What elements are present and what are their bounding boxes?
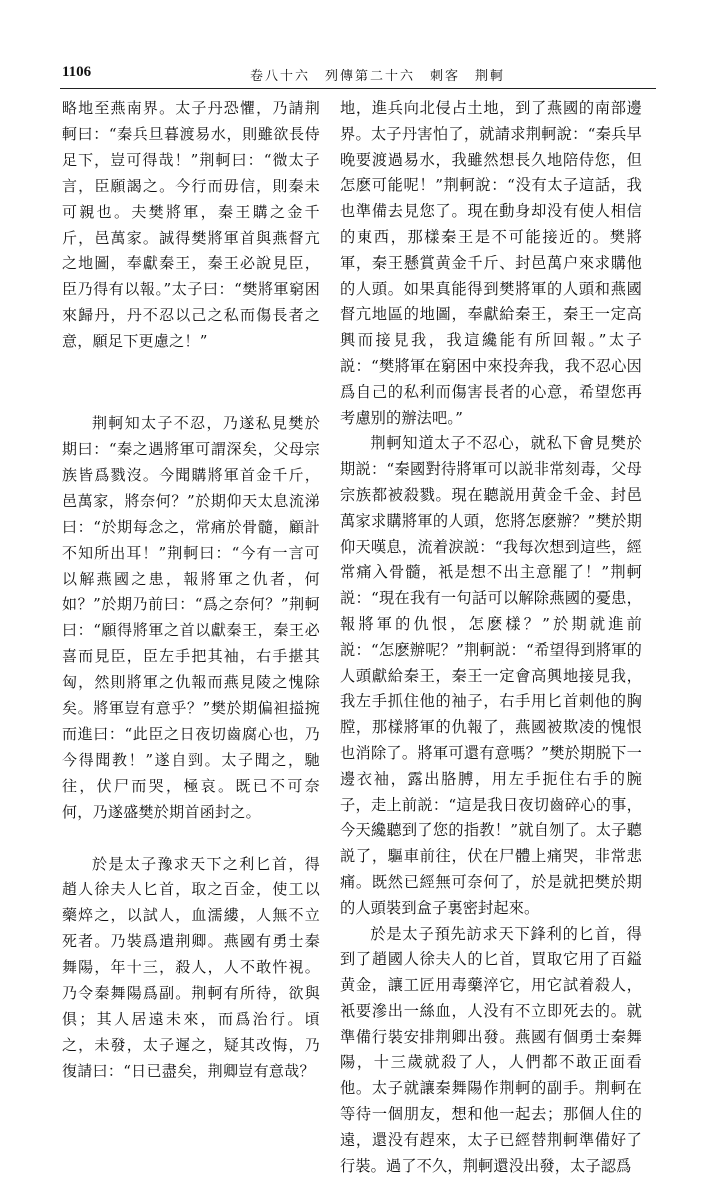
left-column-classical-text	[62, 96, 320, 986]
left-paragraph-3: 於是太子豫求天下之利匕首，得趙人徐夫人匕首，取之百金，使工以藥焠之，以試人，血濡縷，人無不立死者。乃裝爲遣荆卿。燕國有勇士秦舞陽，年十三，殺人，人不敢忤視。乃令秦舞陽爲副。荆軻有所待，欲與俱；其人居遠未來，而爲治行。頃之，未發，太子遲之，疑其改悔，乃復請曰：“日已盡矣，荆卿豈有意哉？	[62, 852, 320, 1085]
left-gap	[62, 355, 320, 411]
header-rule	[60, 88, 656, 89]
page-header	[0, 58, 716, 88]
right-paragraph-2: 荆軻知道太子不忍心，就私下會見樊於期説：“秦國對待將軍可以説非常刻毒，父母宗族都被殺戮。現在聽説用黄金千金、封邑萬家求購將軍的人頭，您將怎麽辦？”樊於期仰天嘆息，流着淚説：“我每次想到這些，經常痛入骨髓，衹是想不出主意罷了！”荆軻説：“現在我有一句話可以解除燕國的憂患，報將軍的仇恨，怎麽樣？”於期就進前説：“怎麽辦呢？”荆軻説：“希望得到將軍的人頭獻給秦王，秦王一定會高興地接見我，我左手抓住他的袖子，右手用匕首刺他的胸膛，那樣將軍的仇報了，燕國被欺凌的愧恨也消除了。將軍可還有意嗎？”樊於期脱下一邊衣袖，露出胳膊，用左手扼住右手的腕子，走上前説：“這是我日夜切齒碎心的事，今天纔聽到了您的指教！”就自刎了。太子聽説了，驅車前往，伏在尸體上痛哭，非常悲痛。既然已經無可奈何了，於是就把樊於期的人頭裝到盒子裏密封起來。	[340, 431, 642, 921]
left-gap	[62, 826, 320, 852]
page-number: 1106	[62, 64, 91, 81]
running-head: 卷八十六 列傳第二十六 刺客 荆軻	[250, 65, 505, 84]
left-paragraph-1: 略地至燕南界。太子丹恐懼，乃請荆軻曰：“秦兵旦暮渡易水，則雖欲長侍足下，豈可得哉！”荆軻曰：“微太子言，臣願謁之。今行而毋信，則秦未可親也。夫樊將軍，秦王購之金千斤，邑萬家。誠得樊將軍首與燕督亢之地圖，奉獻秦王，秦王必說見臣，臣乃得有以報。”太子曰：“樊將軍窮困來歸丹，丹不忍以己之私而傷長者之意，願足下更慮之！”	[62, 96, 320, 355]
right-paragraph-3: 於是太子預先訪求天下鋒利的匕首，得到了趙國人徐夫人的匕首，買取它用了百鎰黄金，讓工匠用毒藥淬它，用它試着殺人，衹要滲出一絲血，人没有不立即死去的。就準備行裝安排荆卿出發。燕國有個勇士秦舞陽，十三歲就殺了人，人們都不敢正面看他。太子就讓秦舞陽作荆軻的副手。荆軻在等待一個朋友，想和他一起去；那個人住的遠，還没有趕來，太子已經替荆軻準備好了行裝。過了不久，荆軻還没出發，太子認爲	[340, 922, 642, 1179]
left-paragraph-2: 荆軻知太子不忍，乃遂私見樊於期曰：“秦之遇將軍可謂深矣，父母宗族皆爲戮沒。今聞購將軍首金千斤，邑萬家，將奈何？”於期仰天太息流涕曰：“於期每念之，常痛於骨髓，顧計不知所出耳！”荆軻曰：“今有一言可以解燕國之患，報將軍之仇者，何如？”於期乃前曰：“爲之奈何？”荆軻曰：“願得將軍之首以獻秦王，秦王必喜而見臣，臣左手把其袖，右手揕其匈，然則將軍之仇報而燕見陵之愧除矣。將軍豈有意乎？”樊於期偏袒搤捥而進曰：“此臣之日夜切齒腐心也，乃今得聞教！”遂自剄。太子聞之，馳往，伏尸而哭，極哀。既已不可奈何，乃遂盛樊於期首函封之。	[62, 411, 320, 826]
right-column-modern-translation	[340, 96, 642, 986]
right-paragraph-1: 地，進兵向北侵占土地，到了燕國的南部邊界。太子丹害怕了，就請求荆軻說：“秦兵早晚要渡過易水，我雖然想長久地陪侍您，但怎麽可能呢！”荆軻說：“没有太子這話，我也準備去見您了。現在動身却没有使人相信的東西，那樣秦王是不可能接近的。樊將軍，秦王懸賞黄金千斤、封邑萬户來求購他的人頭。如果真能得到樊將軍的人頭和燕國督亢地區的地圖，奉獻給秦王，秦王一定高興而接見我，我這纔能有所回報。”太子説：“樊將軍在窮困中來投奔我，我不忍心因爲自己的私利而傷害長者的心意，希望您再考慮别的辦法吧。”	[340, 96, 642, 431]
